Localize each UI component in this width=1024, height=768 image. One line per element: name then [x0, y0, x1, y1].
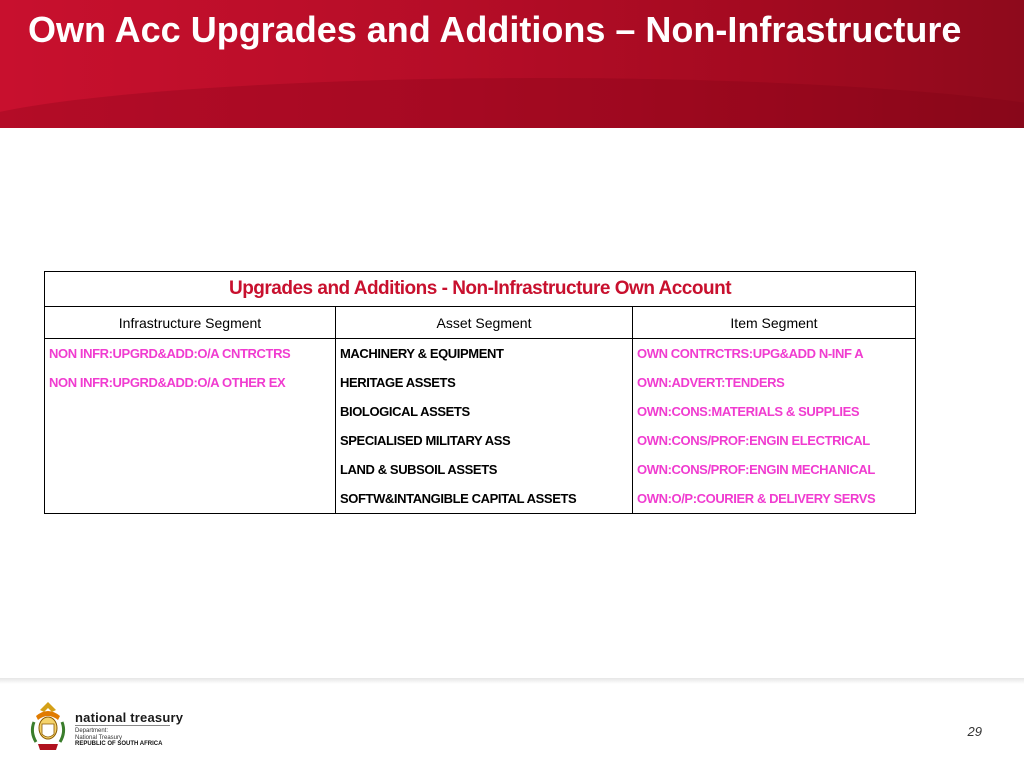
logo-department: Department: — [75, 728, 109, 734]
infrastructure-cell — [45, 397, 336, 426]
coat-of-arms-icon — [28, 698, 68, 754]
logo-divider — [75, 725, 170, 726]
banner-swoosh — [0, 78, 1024, 128]
infrastructure-cell: NON INFR:UPGRD&ADD:O/A CNTRCTRS — [45, 339, 336, 369]
asset-cell: BIOLOGICAL ASSETS — [336, 397, 633, 426]
segment-table — [44, 271, 916, 514]
table-row — [45, 397, 916, 426]
header-infrastructure-segment: Infrastructure Segment — [45, 307, 336, 339]
logo-country: REPUBLIC OF SOUTH AFRICA — [75, 741, 163, 747]
asset-cell: HERITAGE ASSETS — [336, 368, 633, 397]
asset-cell: LAND & SUBSOIL ASSETS — [336, 455, 633, 484]
table-row — [45, 426, 916, 455]
header-item-segment: Item Segment — [633, 307, 916, 339]
item-cell: OWN:O/P:COURIER & DELIVERY SERVS — [637, 491, 876, 506]
asset-cell: SPECIALISED MILITARY ASS — [336, 426, 633, 455]
logo-name: national treasury — [75, 710, 184, 725]
title-banner — [0, 0, 1024, 128]
asset-cell: SOFTW&INTANGIBLE CAPITAL ASSETS — [336, 484, 633, 514]
footer-divider — [0, 678, 1024, 684]
table-row — [45, 484, 916, 514]
item-cell: OWN:CONS/PROF:ENGIN MECHANICAL — [637, 462, 875, 477]
logo-sub-name: National Treasury — [75, 735, 123, 741]
infrastructure-cell — [45, 455, 336, 484]
table-caption: Upgrades and Additions - Non-Infrastructure Own Account — [45, 272, 916, 307]
item-cell: OWN:ADVERT:TENDERS — [637, 375, 785, 390]
infrastructure-cell — [45, 484, 336, 514]
infrastructure-cell — [45, 426, 336, 455]
infrastructure-cell: NON INFR:UPGRD&ADD:O/A OTHER EX — [45, 368, 336, 397]
table-row — [45, 339, 916, 369]
table-row — [45, 455, 916, 484]
header-asset-segment: Asset Segment — [336, 307, 633, 339]
item-cell: OWN:CONS:MATERIALS & SUPPLIES — [637, 404, 860, 419]
page-number: 29 — [967, 724, 982, 739]
item-cell: OWN:CONS/PROF:ENGIN ELECTRICAL — [637, 433, 870, 448]
item-cell: OWN CONTRCTRS:UPG&ADD N-INF A — [637, 346, 864, 361]
table-row — [45, 368, 916, 397]
slide-title: Own Acc Upgrades and Additions – Non-Infrastructure — [28, 9, 962, 50]
asset-cell: MACHINERY & EQUIPMENT — [336, 339, 633, 369]
segment-table-container — [44, 271, 916, 514]
